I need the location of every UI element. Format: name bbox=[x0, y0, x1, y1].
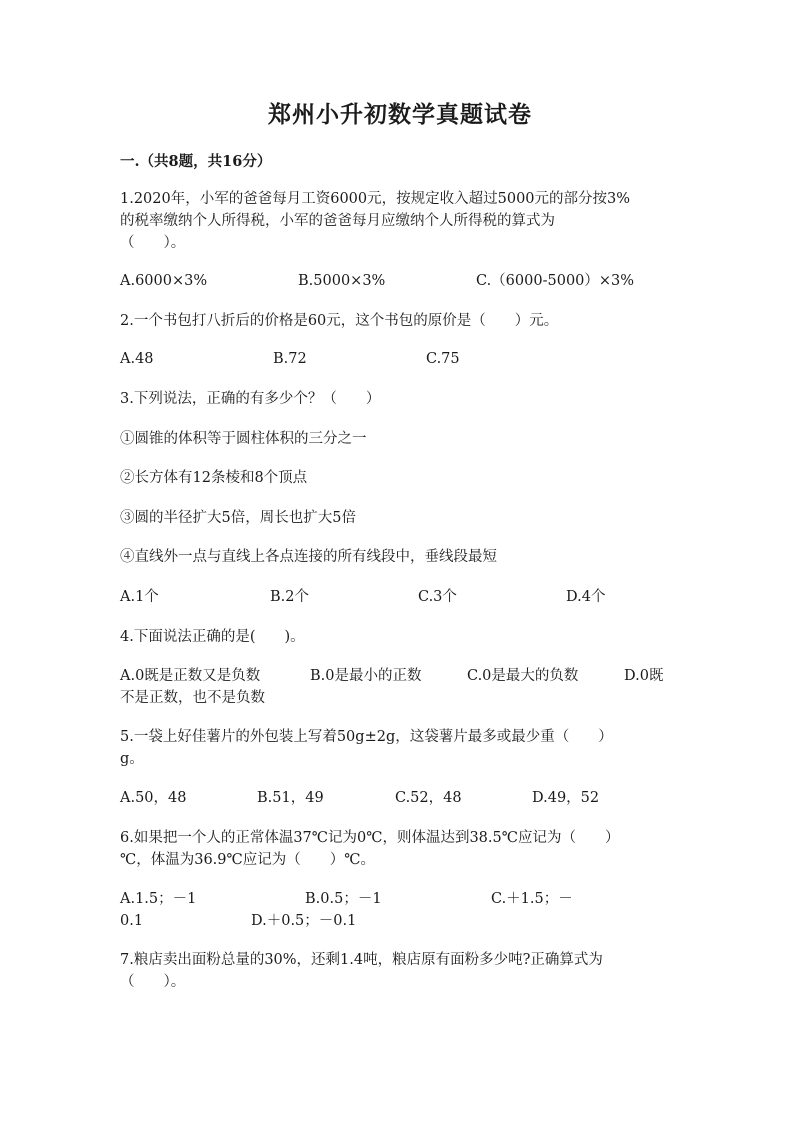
q5-option-c[interactable]: C.52，48 bbox=[395, 790, 462, 806]
q6-line-2: ℃，体温为36.9℃应记为（ ）℃。 bbox=[120, 852, 375, 868]
q6-option-d[interactable]: D.＋0.5；－0.1 bbox=[251, 913, 357, 929]
q5-option-b[interactable]: B.51，49 bbox=[257, 790, 324, 806]
q5-option-d[interactable]: D.49，52 bbox=[532, 790, 600, 806]
q3-statement-2: ②长方体有12条棱和8个顶点 bbox=[120, 470, 308, 486]
q1-line-1: 1.2020年，小军的爸爸每月工资6000元，按规定收入超过5000元的部分按3% bbox=[120, 191, 631, 207]
q4-line-1: 4.下面说法正确的是( )。 bbox=[120, 629, 305, 645]
q1-option-c[interactable]: C.（6000-5000）×3% bbox=[476, 273, 635, 289]
q3-statement-1: ①圆锥的体积等于圆柱体积的三分之一 bbox=[120, 431, 367, 447]
q2-line-1: 2.一个书包打八折后的价格是60元，这个书包的原价是（ ）元。 bbox=[120, 313, 559, 329]
q4-option-c[interactable]: C.0是最大的负数 bbox=[467, 668, 579, 684]
q3-option-a[interactable]: A.1个 bbox=[120, 589, 159, 605]
q3-statement-3: ③圆的半径扩大5倍，周长也扩大5倍 bbox=[120, 510, 356, 526]
q3-line-1: 3.下列说法，正确的有多少个？（ ） bbox=[120, 391, 381, 407]
q6-option-c[interactable]: C.＋1.5；－ bbox=[491, 891, 573, 907]
q1-line-2: 的税率缴纳个人所得税，小军的爸爸每月应缴纳个人所得税的算式为 bbox=[120, 213, 555, 229]
q4-option-d[interactable]: D.0既 bbox=[624, 668, 664, 684]
q3-option-c[interactable]: C.3个 bbox=[418, 589, 457, 605]
q4-option-a[interactable]: A.0既是正数又是负数 bbox=[120, 668, 261, 684]
q2-option-b[interactable]: B.72 bbox=[273, 351, 307, 367]
q5-line-1: 5.一袋上好佳薯片的外包装上写着50g±2g，这袋薯片最多或最少重（ ） bbox=[120, 729, 613, 745]
q2-option-a[interactable]: A.48 bbox=[120, 351, 154, 367]
q7-line-1: 7.粮店卖出面粉总量的30%，还剩1.4吨，粮店原有面粉多少吨?正确算式为 bbox=[120, 952, 603, 968]
q3-option-b[interactable]: B.2个 bbox=[270, 589, 309, 605]
q6-option-b[interactable]: B.0.5；－1 bbox=[305, 891, 382, 907]
q3-statement-4: ④直线外一点与直线上各点连接的所有线段中，垂线段最短 bbox=[120, 549, 497, 565]
q3-option-d[interactable]: D.4个 bbox=[566, 589, 606, 605]
q7-line-2: （ ）。 bbox=[120, 974, 186, 990]
q4-option-b[interactable]: B.0是最小的正数 bbox=[310, 668, 422, 684]
q6-option-c-wrap: 0.1 bbox=[120, 913, 144, 929]
q2-option-c[interactable]: C.75 bbox=[426, 351, 460, 367]
q6-line-1: 6.如果把一个人的正常体温37℃记为0℃，则体温达到38.5℃应记为（ ） bbox=[120, 830, 620, 846]
page-title: 郑州小升初数学真题试卷 bbox=[268, 101, 532, 128]
q6-option-a[interactable]: A.1.5；－1 bbox=[120, 891, 197, 907]
q5-line-2: g。 bbox=[120, 751, 144, 767]
q1-option-b[interactable]: B.5000×3% bbox=[298, 273, 386, 289]
q5-option-a[interactable]: A.50，48 bbox=[120, 790, 187, 806]
q4-option-d-wrap: 不是正数，也不是负数 bbox=[120, 690, 265, 706]
q1-line-3: （ ）。 bbox=[120, 235, 186, 251]
section-heading: 一.（共8题，共16分） bbox=[120, 153, 272, 170]
q1-option-a[interactable]: A.6000×3% bbox=[120, 273, 208, 289]
